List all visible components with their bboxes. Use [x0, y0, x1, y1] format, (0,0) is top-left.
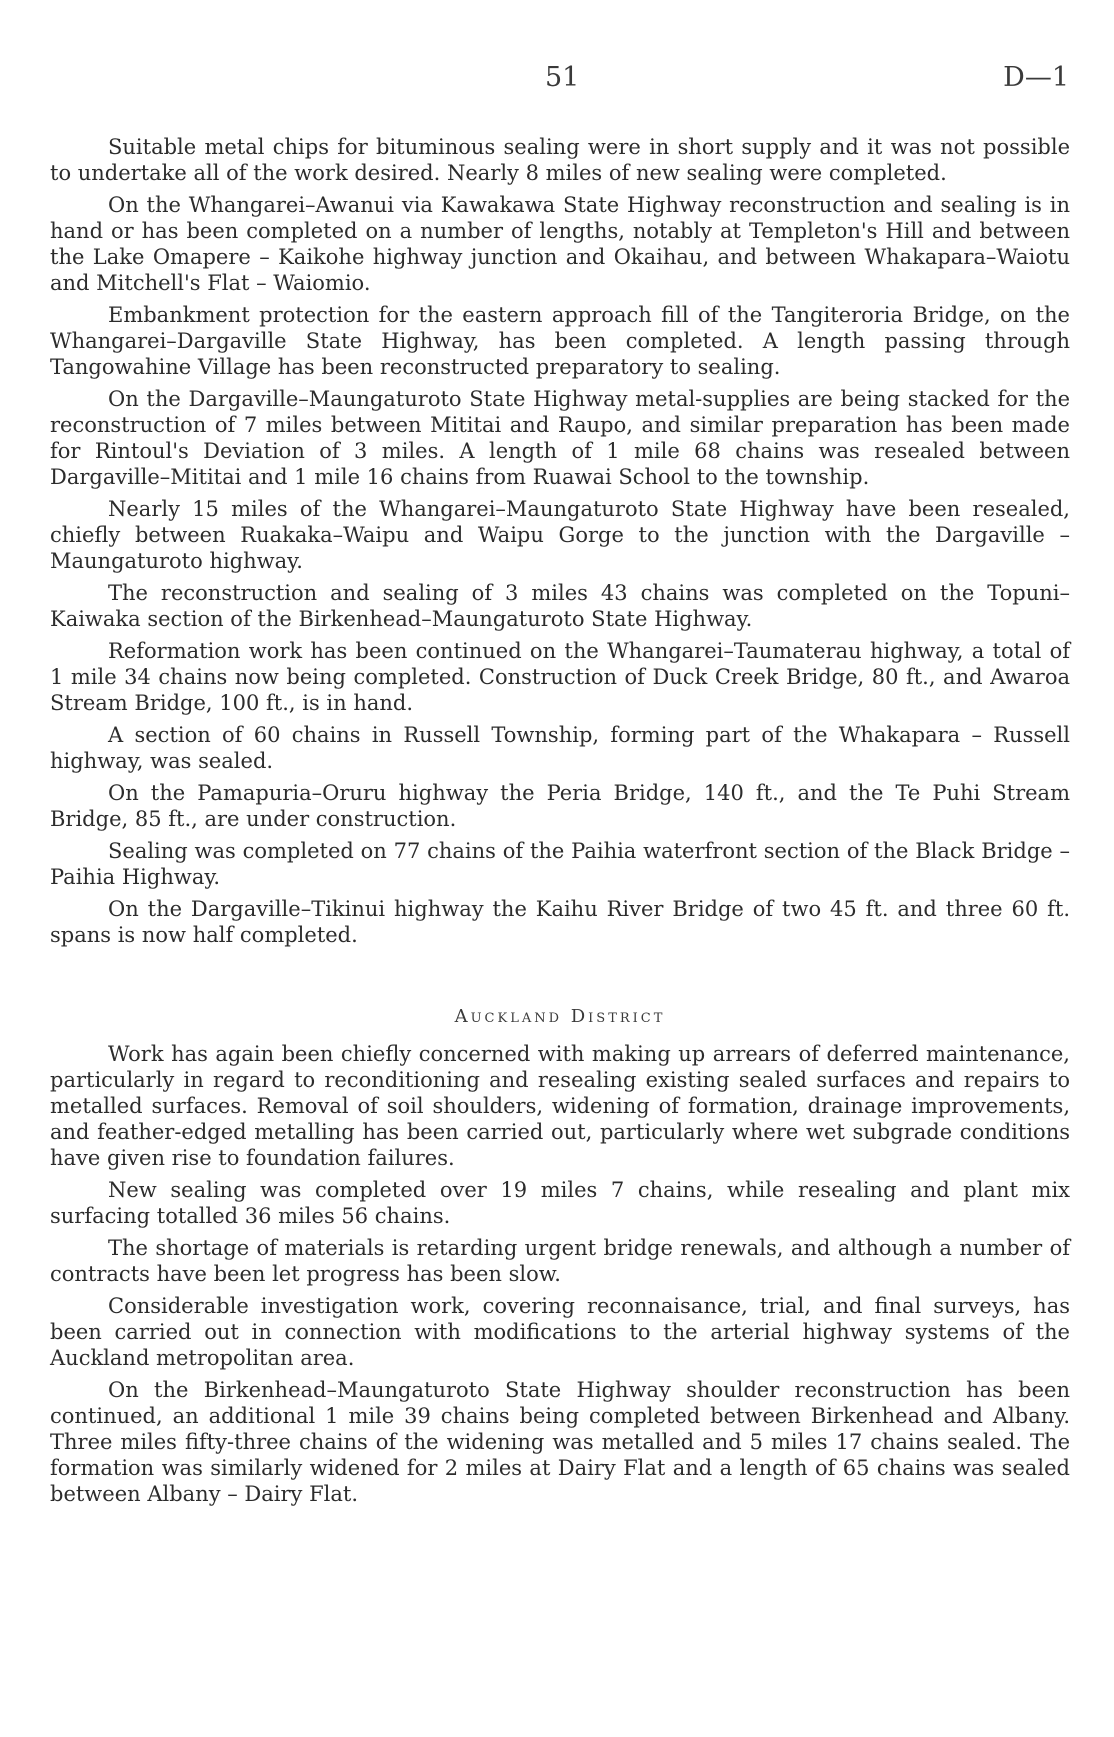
paragraph: Reformation work has been continued on the Whangarei–Taumaterau highway, a total of 1 mile 34 chains now being completed. Construction of Duck Creek Bridge, 80 ft., and Awaroa Stream Bridge, 100 ft., is in hand.: [50, 639, 1070, 715]
paragraph: Suitable metal chips for bituminous sealing were in short supply and it was not possible to undertake all of the work desired. Nearly 8 miles of new sealing were completed.: [50, 135, 1070, 185]
paragraph: Sealing was completed on 77 chains of the Paihia waterfront section of the Black Bridge – Paihia Highway.: [50, 839, 1070, 889]
paragraph: Considerable investigation work, covering reconnaisance, trial, and final surveys, has been carried out in connection with modifications to the arterial highway systems of the Auckland metropolitan area.: [50, 1294, 1070, 1370]
paragraph: Work has again been chiefly concerned with making up arrears of deferred maintenance, particularly in regard to reconditioning and resealing existing sealed surfaces and repairs to metalled surfaces. Removal of soil shoulders, widening of formation, drainage improvements, and feather-edged metalling has been carried out, particularly where wet subgrade conditions have given rise to foundation failures.: [50, 1042, 1070, 1170]
section-heading: Auckland District: [454, 1006, 666, 1027]
paragraph: Embankment protection for the eastern approach fill of the Tangiteroria Bridge, on the Whangarei–Dargaville State Highway, has been completed. A length passing through Tangowahine Village has been reconstructed preparatory to sealing.: [50, 303, 1070, 379]
page-number: 51: [545, 62, 580, 93]
paragraph: Nearly 15 miles of the Whangarei–Maungaturoto State Highway have been resealed, chiefly between Ruakaka–Waipu and Waipu Gorge to the junction with the Dargaville – Maungaturoto highway.: [50, 497, 1070, 573]
body-text: [50, 134, 1070, 1513]
paragraph: On the Pamapuria–Oruru highway the Peria Bridge, 140 ft., and the Te Puhi Stream Bridge, 85 ft., are under construction.: [50, 781, 1070, 831]
paragraph: On the Dargaville–Tikinui highway the Kaihu River Bridge of two 45 ft. and three 60 ft. spans is now half completed.: [50, 897, 1070, 947]
paragraph: The reconstruction and sealing of 3 miles 43 chains was completed on the Topuni–Kaiwaka section of the Birkenhead–Maungaturoto State Highway.: [50, 581, 1070, 631]
document-reference: D—1: [1003, 62, 1069, 93]
paragraph: On the Birkenhead–Maungaturoto State Highway shoulder reconstruction has been continued, an additional 1 mile 39 chains being completed between Birkenhead and Albany. Three miles fifty-three chains of the widening was metalled and 5 miles 17 chains sealed. The formation was similarly widened for 2 miles at Dairy Flat and a length of 65 chains was sealed between Albany – Dairy Flat.: [50, 1378, 1070, 1506]
page-header: [0, 62, 1114, 102]
paragraph: The shortage of materials is retarding urgent bridge renewals, and although a number of contracts have been let progress has been slow.: [50, 1236, 1070, 1286]
paragraph: A section of 60 chains in Russell Township, forming part of the Whakapara – Russell highway, was sealed.: [50, 723, 1070, 773]
paragraph: On the Dargaville–Maungaturoto State Highway metal-supplies are being stacked for the reconstruction of 7 miles between Mititai and Raupo, and similar preparation has been made for Rintoul's Deviation of 3 miles. A length of 1 mile 68 chains was resealed between Dargaville–Mititai and 1 mile 16 chains from Ruawai School to the township.: [50, 387, 1070, 489]
paragraph: New sealing was completed over 19 miles 7 chains, while resealing and plant mix surfacing totalled 36 miles 56 chains.: [50, 1178, 1070, 1228]
paragraph: On the Whangarei–Awanui via Kawakawa State Highway reconstruction and sealing is in hand or has been completed on a number of lengths, notably at Templeton's Hill and between the Lake Omapere – Kaikohe highway junction and Okaihau, and between Whakapara–Waiotu and Mitchell's Flat – Waiomio.: [50, 193, 1070, 295]
